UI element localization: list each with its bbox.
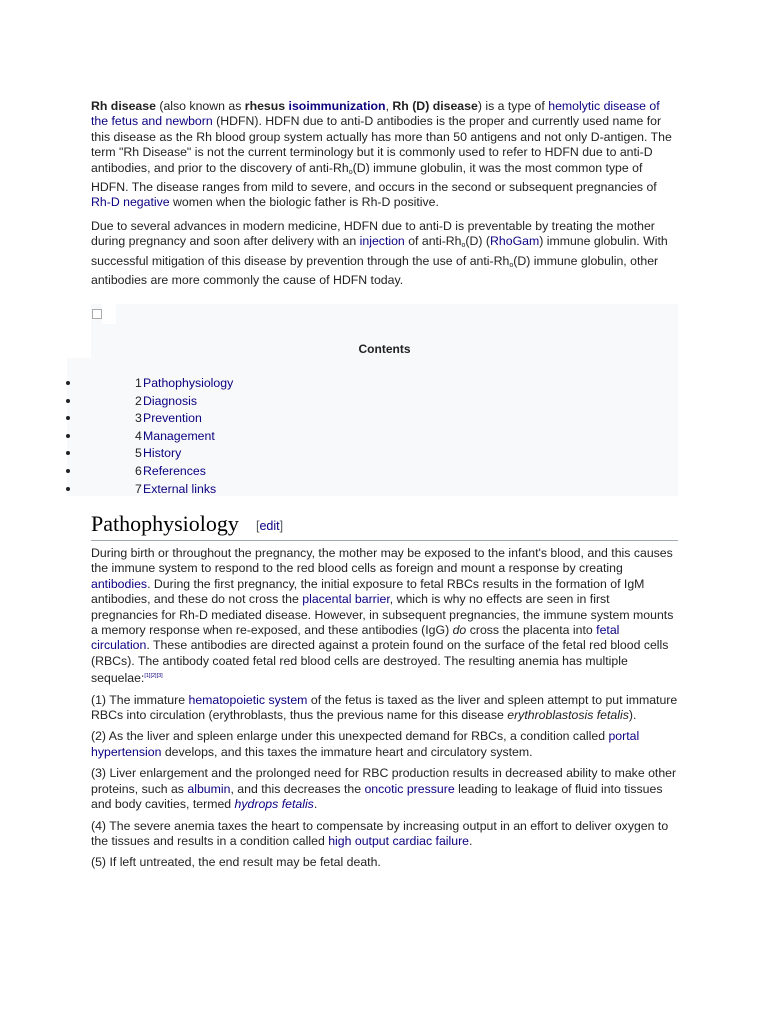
patho-paragraph-5 bbox=[91, 819, 679, 850]
term-rh-d-disease: Rh (D) disease bbox=[392, 99, 478, 113]
text: . bbox=[313, 797, 318, 812]
bracket: ] bbox=[279, 519, 284, 533]
toc-item-label[interactable]: Prevention bbox=[143, 411, 202, 426]
toc-item-number: 6 bbox=[135, 463, 142, 478]
link-hydrops-fetalis[interactable] bbox=[235, 797, 314, 811]
text: cross the placenta into bbox=[466, 623, 597, 638]
patho-paragraph-6 bbox=[91, 855, 679, 870]
text: . During the first pregnancy, the initial exposure to fetal RBCs results in the formation of IgM antibodies, and these do not cross the bbox=[91, 576, 645, 607]
bullet-icon bbox=[66, 381, 70, 385]
link-antibodies[interactable]: antibodies bbox=[91, 576, 148, 591]
text: (2) As the liver and spleen enlarge under this unexpected demand for RBCs, a condition called bbox=[91, 729, 609, 744]
text: . bbox=[469, 833, 473, 848]
bullet-icon bbox=[66, 487, 70, 491]
text: (1) The immature bbox=[91, 692, 189, 707]
text: (4) The severe anemia taxes the heart to compensate by increasing output in an effort to deliver oxygen to the tissues and results in a condition called bbox=[91, 818, 669, 848]
text: (also known as bbox=[155, 99, 245, 113]
toc-item-label[interactable]: History bbox=[143, 446, 182, 461]
patho-paragraph-3 bbox=[91, 729, 679, 760]
intro-paragraph-1 bbox=[91, 99, 679, 211]
subscript: o bbox=[461, 242, 466, 250]
link-high-output-cardiac-failure[interactable]: high output cardiac failure bbox=[328, 833, 470, 848]
text: ) is a type of bbox=[477, 99, 549, 113]
link-placental-barrier[interactable]: placental barrier bbox=[302, 592, 390, 607]
bullet-icon bbox=[66, 469, 70, 473]
toc-item-number: 5 bbox=[135, 446, 142, 461]
link-albumin[interactable]: albumin bbox=[187, 781, 231, 796]
link-isoimmunization[interactable] bbox=[289, 99, 386, 113]
text: . These antibodies are directed against a protein found on the surface of the fetal red blood cells (RBCs). The antibody coated fetal red blood cells are destroyed. The resulting anemia has multiple sequelae: bbox=[91, 638, 669, 686]
link-isoimmunization-label: isoimmunization bbox=[288, 99, 386, 113]
emphasis: do bbox=[452, 623, 467, 638]
bracket: [ bbox=[256, 519, 260, 533]
text: leading to leakage of fluid into tissues and body cavities, termed bbox=[91, 781, 663, 812]
link-hydrops-fetalis-label: hydrops fetalis bbox=[234, 797, 314, 812]
text: of anti-Rh bbox=[404, 234, 462, 249]
link-fetal-circulation[interactable]: fetal circulation bbox=[91, 623, 620, 653]
link-portal-hypertension[interactable]: portal hypertension bbox=[91, 729, 640, 759]
text: , and this decreases the bbox=[230, 781, 365, 796]
emphasis: erythroblastosis fetalis bbox=[507, 708, 629, 723]
text: (HDFN). HDFN due to anti-D antibodies is the proper and currently used name for this disease as the Rh blood group system actually has more than 50 antigens and not only D-antigen. The term "Rh Disease" is not the current terminology but it is commonly used to refer to HDFN due to anti-D antibodies, and prior to the discovery of anti-Rh bbox=[91, 114, 672, 175]
text: (D) immune globulin, it was the most common type of HDFN. The disease ranges from mild to severe, and occurs in the second or subsequent pregnancies of bbox=[91, 160, 657, 195]
subscript: o bbox=[509, 261, 514, 269]
text: ) immune globulin. With successful mitigation of this disease by prevention through the use of anti-Rh bbox=[91, 234, 668, 268]
reference-links[interactable]: [1][2][3] bbox=[144, 673, 163, 680]
edit-label[interactable]: edit bbox=[259, 519, 280, 533]
toc-item-number: 1 bbox=[135, 376, 142, 390]
toc-title: Contents bbox=[358, 342, 411, 356]
intro-section bbox=[91, 99, 679, 288]
text: , bbox=[385, 99, 393, 113]
text: Due to several advances in modern medicine, HDFN due to anti-D is preventable by treating the mother during pregnancy and soon after delivery with an bbox=[91, 218, 655, 249]
link-oncotic-pressure[interactable]: oncotic pressure bbox=[364, 781, 455, 796]
toc-item-label[interactable]: External links bbox=[143, 481, 217, 496]
text: (D) ( bbox=[465, 234, 491, 249]
text: (5) If left untreated, the end result may be fetal death. bbox=[91, 855, 381, 870]
patho-paragraph-1 bbox=[91, 546, 679, 687]
link-hemolytic-disease[interactable]: hemolytic disease of the fetus and newborn bbox=[91, 99, 660, 129]
toc-item-number: 4 bbox=[135, 428, 142, 443]
link-hematopoietic-system[interactable]: hematopoietic system bbox=[188, 692, 308, 707]
text: women when the biologic father is Rh-D positive. bbox=[169, 195, 439, 210]
section-title: Pathophysiology bbox=[91, 511, 239, 536]
toc-item-number: 7 bbox=[135, 481, 142, 496]
link-rh-d-negative[interactable]: Rh-D negative bbox=[91, 195, 170, 210]
text: of the fetus is taxed as the liver and spleen attempt to put immature RBCs into circulation (erythroblasts, thus the previous name for this disease bbox=[91, 692, 678, 723]
term-rhesus: rhesus bbox=[244, 99, 289, 113]
subscript: o bbox=[348, 168, 353, 176]
text: (3) Liver enlargement and the prolonged need for RBC production results in decreased ability to make other proteins, such as bbox=[91, 766, 677, 796]
text: develops, and this taxes the immature heart and circulatory system. bbox=[161, 744, 533, 759]
link-rhogam[interactable]: RhoGam bbox=[490, 234, 540, 249]
toc-item-label[interactable]: Pathophysiology bbox=[143, 376, 234, 390]
toc-item-label[interactable]: Diagnosis bbox=[143, 393, 197, 408]
patho-paragraph-4 bbox=[91, 766, 679, 812]
text: During birth or throughout the pregnancy, the mother may be exposed to the infant's blood, and this causes the immune system to respond to the red blood cells as foreign and mount a response by creating bbox=[91, 546, 673, 576]
pathophysiology-section bbox=[91, 546, 679, 871]
text: ). bbox=[628, 708, 637, 723]
text: , which is why no effects are seen in first pregnancies for Rh-D mediated disease. However, in subsequent pregnancies, the immune system mounts a memory response when re-exposed, and these antibodies (IgG) bbox=[91, 592, 674, 638]
toc-toggle-frame bbox=[102, 304, 116, 324]
bullet-icon bbox=[66, 434, 70, 438]
toc-toggle-checkbox-icon[interactable] bbox=[92, 309, 102, 319]
bullet-icon bbox=[66, 399, 70, 403]
toc-item-label[interactable]: References bbox=[143, 463, 206, 478]
intro-paragraph-2 bbox=[91, 219, 679, 289]
section-heading bbox=[91, 511, 678, 541]
term-rh-disease: Rh disease bbox=[91, 99, 156, 113]
toc-item-label[interactable]: Management bbox=[143, 428, 215, 443]
text: (D) immune globulin, other antibodies are more commonly the cause of HDFN today. bbox=[91, 253, 659, 288]
toc-item-number: 2 bbox=[135, 393, 142, 408]
link-injection[interactable]: injection bbox=[359, 234, 405, 249]
patho-paragraph-2 bbox=[91, 693, 679, 724]
edit-section-link[interactable] bbox=[256, 519, 283, 533]
toc-item-number: 3 bbox=[135, 411, 142, 426]
